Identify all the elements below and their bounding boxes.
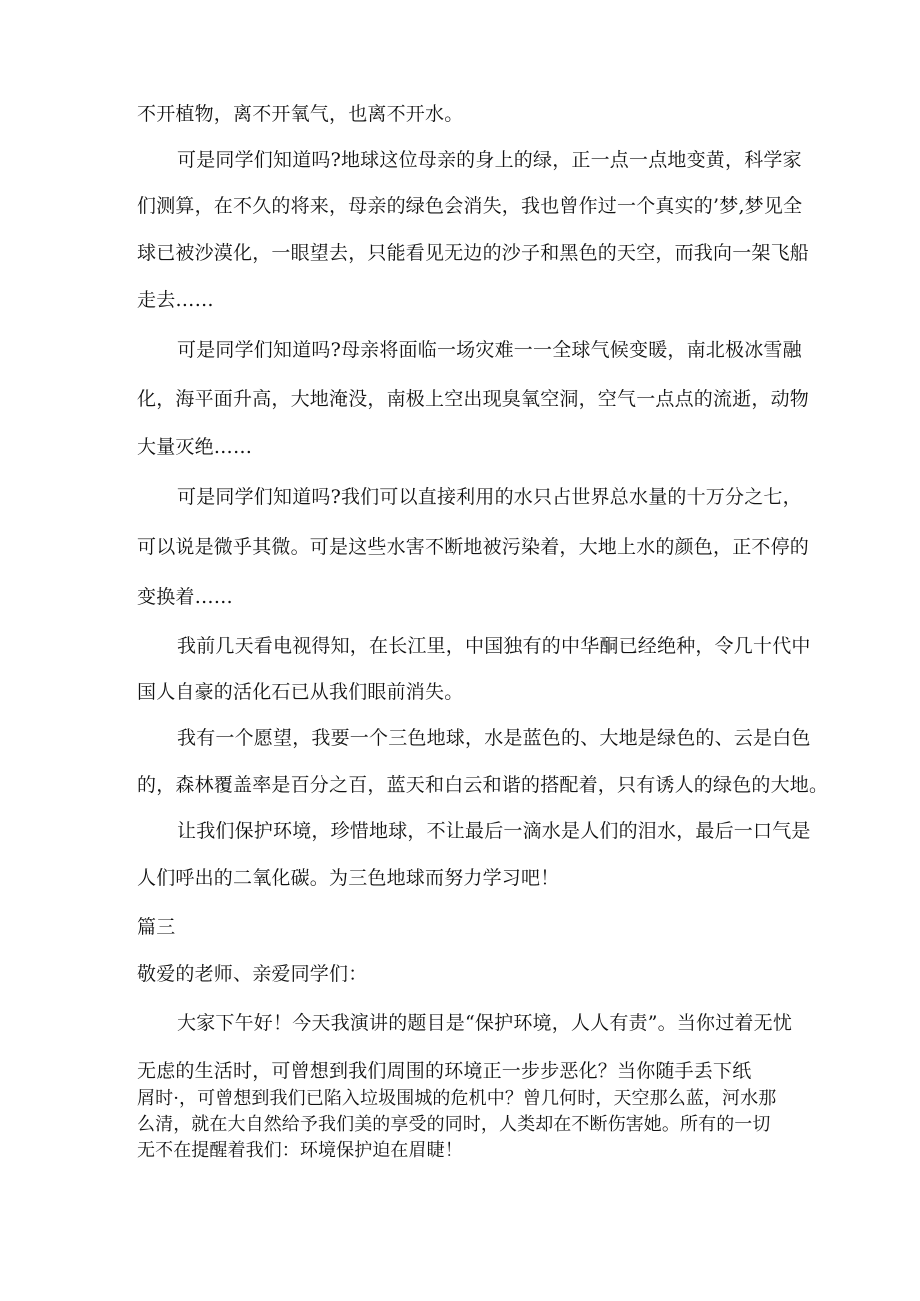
text-line: 球已被沙漠化，一眼望去，只能看见无边的沙子和黑色的天空，而我向一架飞船 xyxy=(137,242,810,264)
text-line: 国人自豪的活化石已从我们眼前消失。 xyxy=(137,681,464,703)
text-line: 么清，就在大自然给予我们美的享受的同时，人类却在不断伤害她。所有的一切 xyxy=(137,1114,771,1135)
text-line: 无虑的生活时，可曾想到我们周围的环境正一步步恶化？当你随手丢下纸 xyxy=(137,1060,752,1082)
text-line: 我有一个愿望，我要一个三色地球，水是蓝色的、大地是绿色的、云是白色 xyxy=(177,727,811,749)
text-line: 的，森林覆盖率是百分之百，蓝天和白云和谐的搭配着，只有诱人的绿色的大地。 xyxy=(137,774,829,796)
text-line: 变换着…… xyxy=(137,586,234,608)
text-line: 大量灭绝…… xyxy=(137,436,253,458)
text-line: 走去…… xyxy=(137,289,214,311)
text-line: 屑时·，可曾想到我们已陷入垃圾围城的危机中？曾几何时，天空那么蓝，河水那 xyxy=(137,1088,777,1109)
text-line: 可是同学们知道吗?我们可以直接利用的水只占世界总水量的十万分之七， xyxy=(177,486,802,508)
text-line: 化，海平面升高，大地淹没，南极上空出现臭氧空洞，空气一点点的流逝，动物 xyxy=(137,388,810,410)
text-line: 不开植物，离不开氧气，也离不开水。 xyxy=(137,103,464,125)
text-line: 可以说是微乎其微。可是这些水害不断地被污染着，大地上水的颜色，正不停的 xyxy=(137,536,810,558)
text-line: 人们呼出的二氧化碳。为三色地球而努力学习吧！ xyxy=(137,867,560,889)
section-heading: 篇三 xyxy=(137,916,176,938)
salutation: 敬爱的老师、亲爱同学们： xyxy=(137,963,368,985)
text-line: 让我们保护环境，珍惜地球，不让最后一滴水是人们的泪水，最后一口气是 xyxy=(177,820,811,842)
text-line: 可是同学们知道吗?地球这位母亲的身上的绿，正一点一点地变黄，科学家 xyxy=(177,149,802,171)
text-line: 我前几天看电视得知，在长江里，中国独有的中华酮已经绝种，令几十代中 xyxy=(177,635,811,657)
text-line: 无不在提醒着我们：环境保护迫在眉睫！ xyxy=(137,1140,463,1161)
text-line: 可是同学们知道吗?母亲将面临一场灾难一一全球气候变暖，南北极冰雪融 xyxy=(177,339,802,361)
text-line: 们测算，在不久的将来，母亲的绿色会消失，我也曾作过一个真实的’梦,梦见全 xyxy=(137,195,803,217)
text-line: 大家下午好！今天我演讲的题目是“保护环境，人人有责”。当你过着无忧 xyxy=(177,1012,793,1034)
